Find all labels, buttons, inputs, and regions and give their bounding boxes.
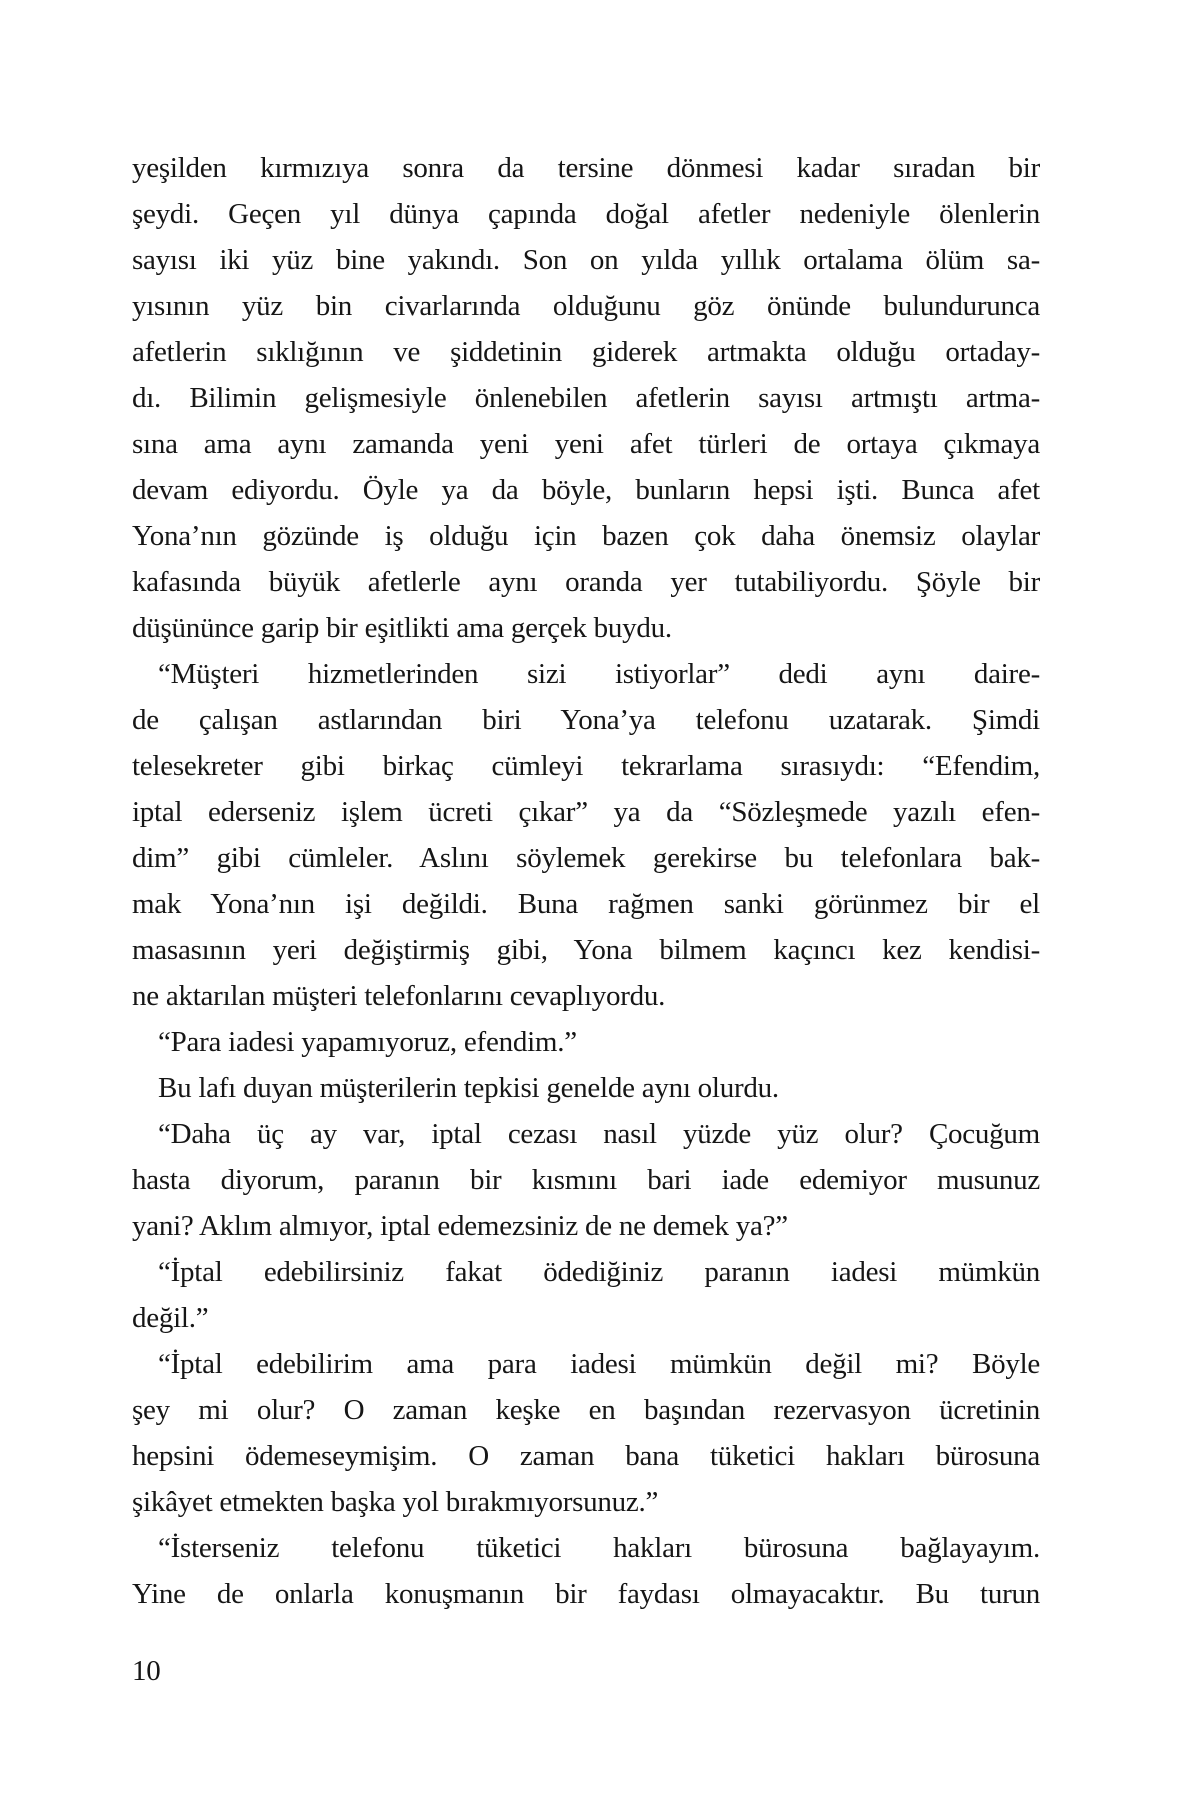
text-line: düşününce garip bir eşitlikti ama gerçek buydu. [132, 612, 672, 644]
text-line: kafasında büyük afetlerle aynı oranda yer tutabiliyordu. Şöyle bir [132, 566, 1040, 598]
text-line: mak Yona’nın işi değildi. Buna rağmen sanki görünmez bir el [132, 888, 1040, 920]
text-line: sına ama aynı zamanda yeni yeni afet türleri de ortaya çıkmaya [132, 428, 1040, 460]
text-line: yısının yüz bin civarlarında olduğunu göz önünde bulundurunca [132, 290, 1040, 322]
text-line: Bu lafı duyan müşterilerin tepkisi genelde aynı olurdu. [158, 1072, 779, 1104]
text-line: “Para iadesi yapamıyoruz, efendim.” [158, 1026, 577, 1058]
text-line: hepsini ödemeseymişim. O zaman bana tüketici hakları bürosuna [132, 1440, 1040, 1472]
text-line: “İptal edebilirim ama para iadesi mümkün değil mi? Böyle [158, 1348, 1040, 1380]
text-line: iptal ederseniz işlem ücreti çıkar” ya da “Sözleşmede yazılı efen- [132, 796, 1040, 828]
text-line: şeydi. Geçen yıl dünya çapında doğal afetler nedeniyle ölenlerin [132, 198, 1040, 230]
text-line: Yine de onlarla konuşmanın bir faydası olmayacaktır. Bu turun [132, 1578, 1040, 1610]
text-line: dı. Bilimin gelişmesiyle önlenebilen afetlerin sayısı artmıştı artma- [132, 382, 1040, 414]
text-line: telesekreter gibi birkaç cümleyi tekrarlama sırasıydı: “Efendim, [132, 750, 1040, 782]
text-line: yeşilden kırmızıya sonra da tersine dönmesi kadar sıradan bir [132, 152, 1040, 184]
text-line: devam ediyordu. Öyle ya da böyle, bunların hepsi işti. Bunca afet [132, 474, 1040, 506]
text-line: hasta diyorum, paranın bir kısmını bari iade edemiyor musunuz [132, 1164, 1040, 1196]
page-number: 10 [132, 1655, 161, 1687]
text-line: de çalışan astlarından biri Yona’ya telefonu uzatarak. Şimdi [132, 704, 1040, 736]
text-line: sayısı iki yüz bine yakındı. Son on yılda yıllık ortalama ölüm sa- [132, 244, 1040, 276]
text-line: şikâyet etmekten başka yol bırakmıyorsunuz.” [132, 1486, 659, 1518]
text-line: dim” gibi cümleler. Aslını söylemek gerekirse bu telefonlara bak- [132, 842, 1040, 874]
text-line: ne aktarılan müşteri telefonlarını cevaplıyordu. [132, 980, 666, 1012]
text-line: “Daha üç ay var, iptal cezası nasıl yüzde yüz olur? Çocuğum [158, 1118, 1040, 1150]
text-line: masasının yeri değiştirmiş gibi, Yona bilmem kaçıncı kez kendisi- [132, 934, 1040, 966]
text-line: “Müşteri hizmetlerinden sizi istiyorlar” dedi aynı daire- [158, 658, 1040, 690]
text-line: afetlerin sıklığının ve şiddetinin giderek artmakta olduğu ortaday- [132, 336, 1040, 368]
text-line: “İptal edebilirsiniz fakat ödediğiniz paranın iadesi mümkün [158, 1256, 1040, 1288]
text-line: şey mi olur? O zaman keşke en başından rezervasyon ücretinin [132, 1394, 1040, 1426]
page-text [132, 145, 1040, 1617]
text-line: “İsterseniz telefonu tüketici hakları bürosuna bağlayayım. [158, 1532, 1040, 1564]
text-line: Yona’nın gözünde iş olduğu için bazen çok daha önemsiz olaylar [132, 520, 1040, 552]
text-line: yani? Aklım almıyor, iptal edemezsiniz de ne demek ya?” [132, 1210, 788, 1242]
text-line: değil.” [132, 1302, 209, 1334]
